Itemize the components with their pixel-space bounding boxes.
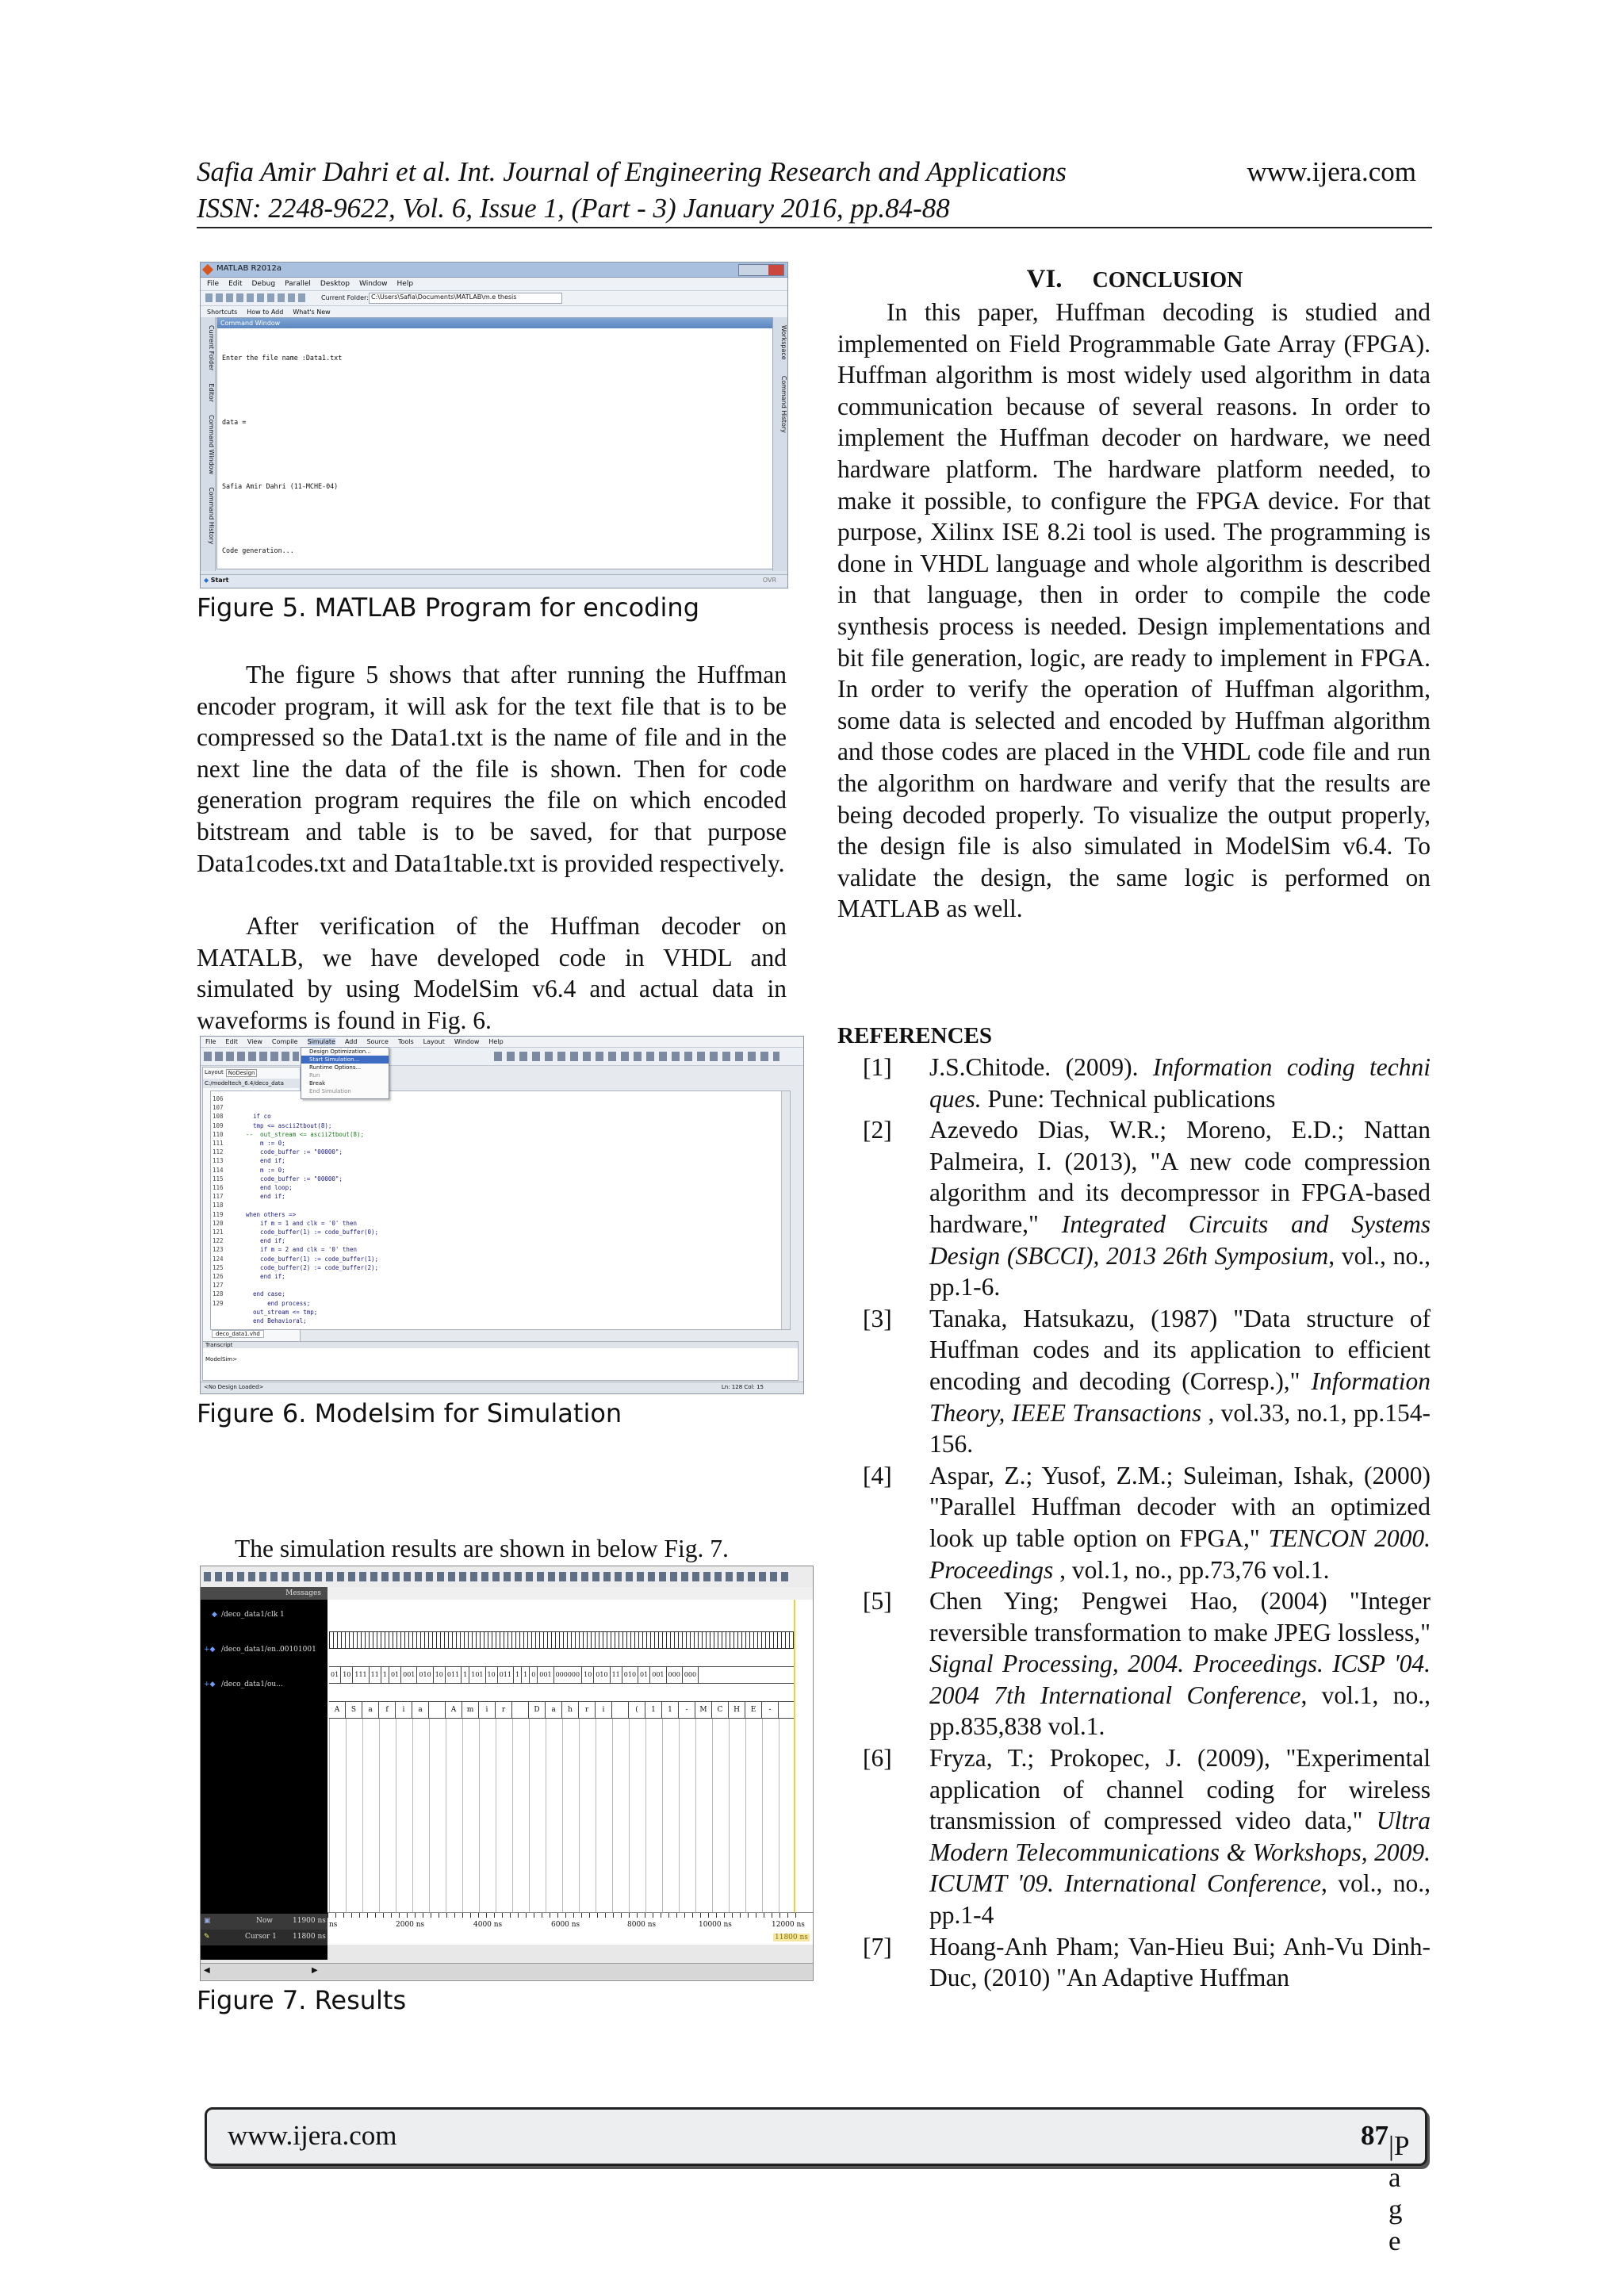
editor-scrollbar[interactable] <box>781 1091 790 1329</box>
right-dock-tabs[interactable]: Workspace Command History <box>780 325 787 433</box>
waveform-header-strip <box>327 1587 813 1600</box>
clock-waveform <box>329 1631 795 1649</box>
transcript-title: Transcript <box>203 1342 798 1348</box>
command-window[interactable] <box>216 317 773 569</box>
body-paragraph-2: After verification of the Huffman decoder on MATALB, we have developed code in VHDL and simulated by using ModelSim v6.4 and actual data in waveforms is found in Fig. 6. <box>197 912 787 1034</box>
cursor-row: ✎ Cursor 1 <box>201 1930 327 1945</box>
matlab-logo-icon <box>202 264 213 275</box>
right-dock <box>772 317 787 571</box>
now-value: 11900 ns <box>293 1917 326 1925</box>
start-icon: ◆ <box>204 577 209 584</box>
now-icon: ▣ <box>204 1917 211 1925</box>
tick-4000: 4000 ns <box>473 1921 503 1929</box>
signal-diamond-icon: +◆ <box>204 1646 216 1654</box>
transcript-panel[interactable] <box>202 1341 799 1381</box>
menu-simulate[interactable]: Simulate <box>307 1038 335 1045</box>
horizontal-scrollbar[interactable] <box>201 1963 813 1980</box>
menu-help[interactable]: Help <box>396 280 414 288</box>
file-path-tab[interactable]: C:/modeltech_6.4/deco_data <box>203 1079 300 1088</box>
menu-item-run[interactable]: Run <box>309 1072 320 1079</box>
output-char-bus: A S a f i a A m i r D a h r i ( 1 1 - M C H E - <box>329 1701 795 1719</box>
signal-value-pane <box>278 1600 327 1704</box>
ruler-ticks <box>327 1913 797 1918</box>
tick-2000: 2000 ns <box>396 1921 425 1929</box>
encoded-value: 00101001 <box>280 1646 316 1654</box>
shortcuts-label[interactable]: Shortcuts <box>207 309 238 316</box>
toolbar-icons[interactable] <box>205 293 308 302</box>
section-heading-conclusion <box>837 265 1432 294</box>
toolbar-icons-right[interactable] <box>494 1052 779 1061</box>
reference-item: [1] J.S.Chitode. (2009). Information coding techni ques. Pune: Technical publications <box>863 1053 1431 1113</box>
signal-diamond-icon: +◆ <box>204 1681 216 1688</box>
reference-item: [4] Aspar, Z.; Yusof, Z.M.; Suleiman, Ishak, (2000) "Parallel Huffman decoder with an optimized look up table option on FPGA," TENCON 2000. Proceedings , vol.1, no., pp.73,76 vol.1. <box>863 1461 1431 1584</box>
menu-item-design-optimization[interactable]: Design Optimization... <box>309 1048 371 1055</box>
signal-diamond-icon: ◆ <box>212 1611 217 1619</box>
layout-select[interactable]: NoDesign <box>226 1069 258 1077</box>
running-header-line1 <box>197 154 1432 190</box>
design-status: <No Design Loaded> <box>204 1384 264 1390</box>
references-list <box>833 1052 1431 1994</box>
messages-header: Messages <box>201 1587 327 1600</box>
wave-toolbar-icons[interactable] <box>204 1572 791 1581</box>
source-editor[interactable] <box>210 1091 791 1330</box>
reference-item: [3] Tanaka, Hatsukazu, (1987) "Data structure of Huffman codes and its application to efficient encoding and decoding (Corresp.)," Information Theory, IEEE Transactions , vol.33, no.1, pp.154-156. <box>863 1304 1431 1458</box>
menubar: File Edit View Compile Simulate Add Source Tools Layout Window Help <box>201 1037 803 1047</box>
figure7-waveform-screenshot <box>200 1566 814 1981</box>
left-dock <box>201 317 216 571</box>
start-button[interactable]: ◆ Start <box>204 577 229 584</box>
now-row: ▣ Now <box>201 1914 327 1930</box>
signal-row-clk[interactable]: ◆ /deco_data1/clk <box>212 1611 278 1619</box>
toolbar-icons-left[interactable] <box>204 1052 299 1061</box>
menu-debug[interactable]: Debug <box>251 280 276 288</box>
scroll-left-icon[interactable]: ◀ <box>204 1966 210 1975</box>
command-window-title: Command Window <box>217 318 772 328</box>
editor-file-tab[interactable]: deco_data1.vhd <box>212 1330 264 1338</box>
menu-item-start-simulation[interactable]: Start Simulation... <box>301 1056 389 1064</box>
tick-0: ns <box>329 1921 338 1929</box>
tick-8000: 8000 ns <box>627 1921 657 1929</box>
menu-edit[interactable]: Edit <box>228 280 243 288</box>
ovr-indicator: OVR <box>762 577 776 584</box>
wave-toolbar[interactable] <box>201 1566 813 1588</box>
left-dock-tabs[interactable]: Current Folder Editor Command Window Command History <box>208 325 215 545</box>
time-ruler <box>327 1912 813 1945</box>
menu-item-end-simulation[interactable]: End Simulation <box>309 1088 351 1094</box>
signal-row-output[interactable]: +◆ /deco_data1/ou... <box>204 1681 283 1688</box>
menu-window[interactable]: Window <box>359 280 388 288</box>
references-heading: REFERENCES <box>837 1023 992 1048</box>
waveform-pane[interactable] <box>327 1587 813 1912</box>
tick-6000: 6000 ns <box>551 1921 580 1929</box>
menu-item-break[interactable]: Break <box>309 1080 326 1087</box>
transcript-prompt[interactable]: ModelSim> <box>205 1356 238 1363</box>
vhdl-code: if co tmp <= ascii2tbout(8); -- out_stream <= ascii2tbout(8); m := 0; code_buffer := "00000"; end if; m := 0; code_buffer := "00000"; end loop; end if; when others => if m = 1 and clk = '0' then code_buffer(1) := code_buffer(0); end if; if m = 2 and clk = '0' then code_buffer(1) := code_buffer(1); code_buffer(2) := code_buffer(2); end if; end case; end process; out_stream <= tmp; end Behavioral; <box>246 1113 379 1325</box>
menu-desktop[interactable]: Desktop <box>320 280 350 288</box>
how-to-add-link[interactable]: How to Add <box>247 309 284 316</box>
menu-parallel[interactable]: Parallel <box>285 280 311 288</box>
cursor-position: Ln: 128 Col: 15 <box>721 1384 764 1390</box>
cursor-time-label: 11800 ns <box>775 1934 808 1941</box>
conclusion-paragraph: In this paper, Huffman decoding is studied and implemented on Field Programmable Gate Array (FPGA). Huffman algorithm is most widely used algorithm in data communication because of several reasons. In order to implement the Huffman decoder on hardware, we need hardware platform. The hardware platform needed, to make it possible, to configure the FPGA device. For that purpose, Xilinx ISE 8.2i tool is used. The programming is done in VHDL language and whole algorithm is described in that language, then in order to compile the code synthesis process is needed. Design implementations and bit file generation, logic, are ready to implement in FPGA. In order to verify the operation of Huffman algorithm, some data is selected and encoded by Huffman algorithm and those codes are placed in the VHDL code file and run the algorithm on hardware and verify that the results are being decoded properly. To visualize the output properly, the design file is also simulated in ModelSim v6.4. To validate the design, the same logic is performed on MATLAB as well. <box>837 298 1431 923</box>
tick-12000: 12000 ns <box>772 1921 805 1929</box>
running-header-line2: ISSN: 2248-9622, Vol. 6, Issue 1, (Part - 3) January 2016, pp.84-88 <box>197 193 950 224</box>
clk-value: 1 <box>280 1611 285 1619</box>
window-titlebar <box>201 263 787 278</box>
current-folder-label: Current Folder: <box>321 294 369 301</box>
status-bar <box>201 1382 803 1393</box>
figure7-caption: Figure 7. Results <box>197 1985 407 2015</box>
simulate-dropdown <box>301 1047 389 1099</box>
reference-item: [7] Hoang-Anh Pham; Van-Hieu Bui; Anh-Vu Dinh-Duc, (2010) "An Adaptive Huffman <box>863 1932 1431 1992</box>
whats-new-link[interactable]: What's New <box>293 309 331 316</box>
workspace-layout-row: Layout NoDesign <box>203 1068 300 1079</box>
body-paragraph-1: The figure 5 shows that after running the Huffman encoder program, it will ask for the text file that is to be compressed so the Data1.txt is the name of file and in the next line the data of the file is shown. Then for code generation program requires the file on which encoded bitstream and table is to be saved, for that purpose Data1codes.txt and Data1table.txt is provided respectively. <box>197 661 787 877</box>
section-number: VI. <box>1026 265 1063 293</box>
journal-url[interactable]: www.ijera.com <box>1247 156 1416 187</box>
footer-url[interactable]: www.ijera.com <box>228 2120 397 2151</box>
figure5-matlab-screenshot <box>200 262 788 588</box>
command-output: Enter the file name :Data1.txt data = Safia Amir Dahri (11-MCHE-04) Code generation... <box>222 354 343 554</box>
figure6-caption: Figure 6. Modelsim for Simulation <box>197 1398 622 1428</box>
cursor-line[interactable] <box>794 1600 795 1912</box>
reference-item: [5] Chen Ying; Pengwei Hao, (2004) "Integer reversible transformation to make JPEG lossless," Signal Processing, 2004. Proceedings. ICSP '04. 2004 7th International Conference, vol.1, no., pp.835,838 vol.1. <box>863 1587 1431 1741</box>
menu-file[interactable]: File <box>207 280 220 288</box>
body-paragraph-3: The simulation results are shown in below Fig. 7. <box>235 1535 729 1562</box>
figure5-caption: Figure 5. MATLAB Program for encoding <box>197 592 700 623</box>
page-footer <box>205 2107 1427 2256</box>
window-title: MATLAB R2012a <box>216 264 282 273</box>
scroll-right-icon[interactable]: ▶ <box>312 1966 318 1975</box>
reference-item: [6] Fryza, T.; Prokopec, J. (2009), "Experimental application of channel coding for wireless transmission of compressed video data," Ultra Modern Telecommunications & Workshops, 2009. ICUMT '09. International Conference, vol., no., pp.1-4 <box>863 1744 1431 1930</box>
menubar <box>201 278 787 291</box>
menu-item-runtime-options[interactable]: Runtime Options... <box>309 1064 362 1071</box>
figure6-modelsim-screenshot <box>200 1036 804 1394</box>
page-number: 87 |P a g e <box>1361 2120 1409 2256</box>
gridlines <box>329 1719 795 1912</box>
tick-10000: 10000 ns <box>699 1921 732 1929</box>
section-title: CONCLUSION <box>1092 268 1243 293</box>
window-controls[interactable] <box>738 264 784 276</box>
status-bar <box>201 574 787 588</box>
toolbar[interactable] <box>201 1047 803 1066</box>
toolbar <box>201 291 787 306</box>
journal-citation: Safia Amir Dahri et al. Int. Journal of Engineering Research and Applications <box>197 156 1067 187</box>
header-rule <box>197 227 1432 228</box>
line-number-gutter: 106 107 108 109 110 111 112 113 114 115 116 117 118 119 120 121 122 123 124 125 126 127 128 129 <box>213 1095 224 1307</box>
cursor-value: 11800 ns <box>293 1933 326 1941</box>
cursor-icon: ✎ <box>204 1933 210 1941</box>
reference-item: [2] Azevedo Dias, W.R.; Moreno, E.D.; Nattan Palmeira, I. (2013), "A new code compression algorithm and its decompressor in FPGA-based hardware," Integrated Circuits and Systems Design (SBCCI), 2013 26th Symposium, vol., no., pp.1-6. <box>863 1116 1431 1301</box>
current-folder-path[interactable]: C:\Users\Safia\Documents\MATLAB\m.e thesis <box>369 293 562 304</box>
encoded-bus: 01 10 111 11 1 01 001 010 10 011 1 101 10 011 1 1 0 001 000000 10 010 11 010 01 001 000 000 <box>329 1666 795 1684</box>
signal-row-encoded[interactable]: +◆ /deco_data1/en... <box>204 1646 283 1654</box>
